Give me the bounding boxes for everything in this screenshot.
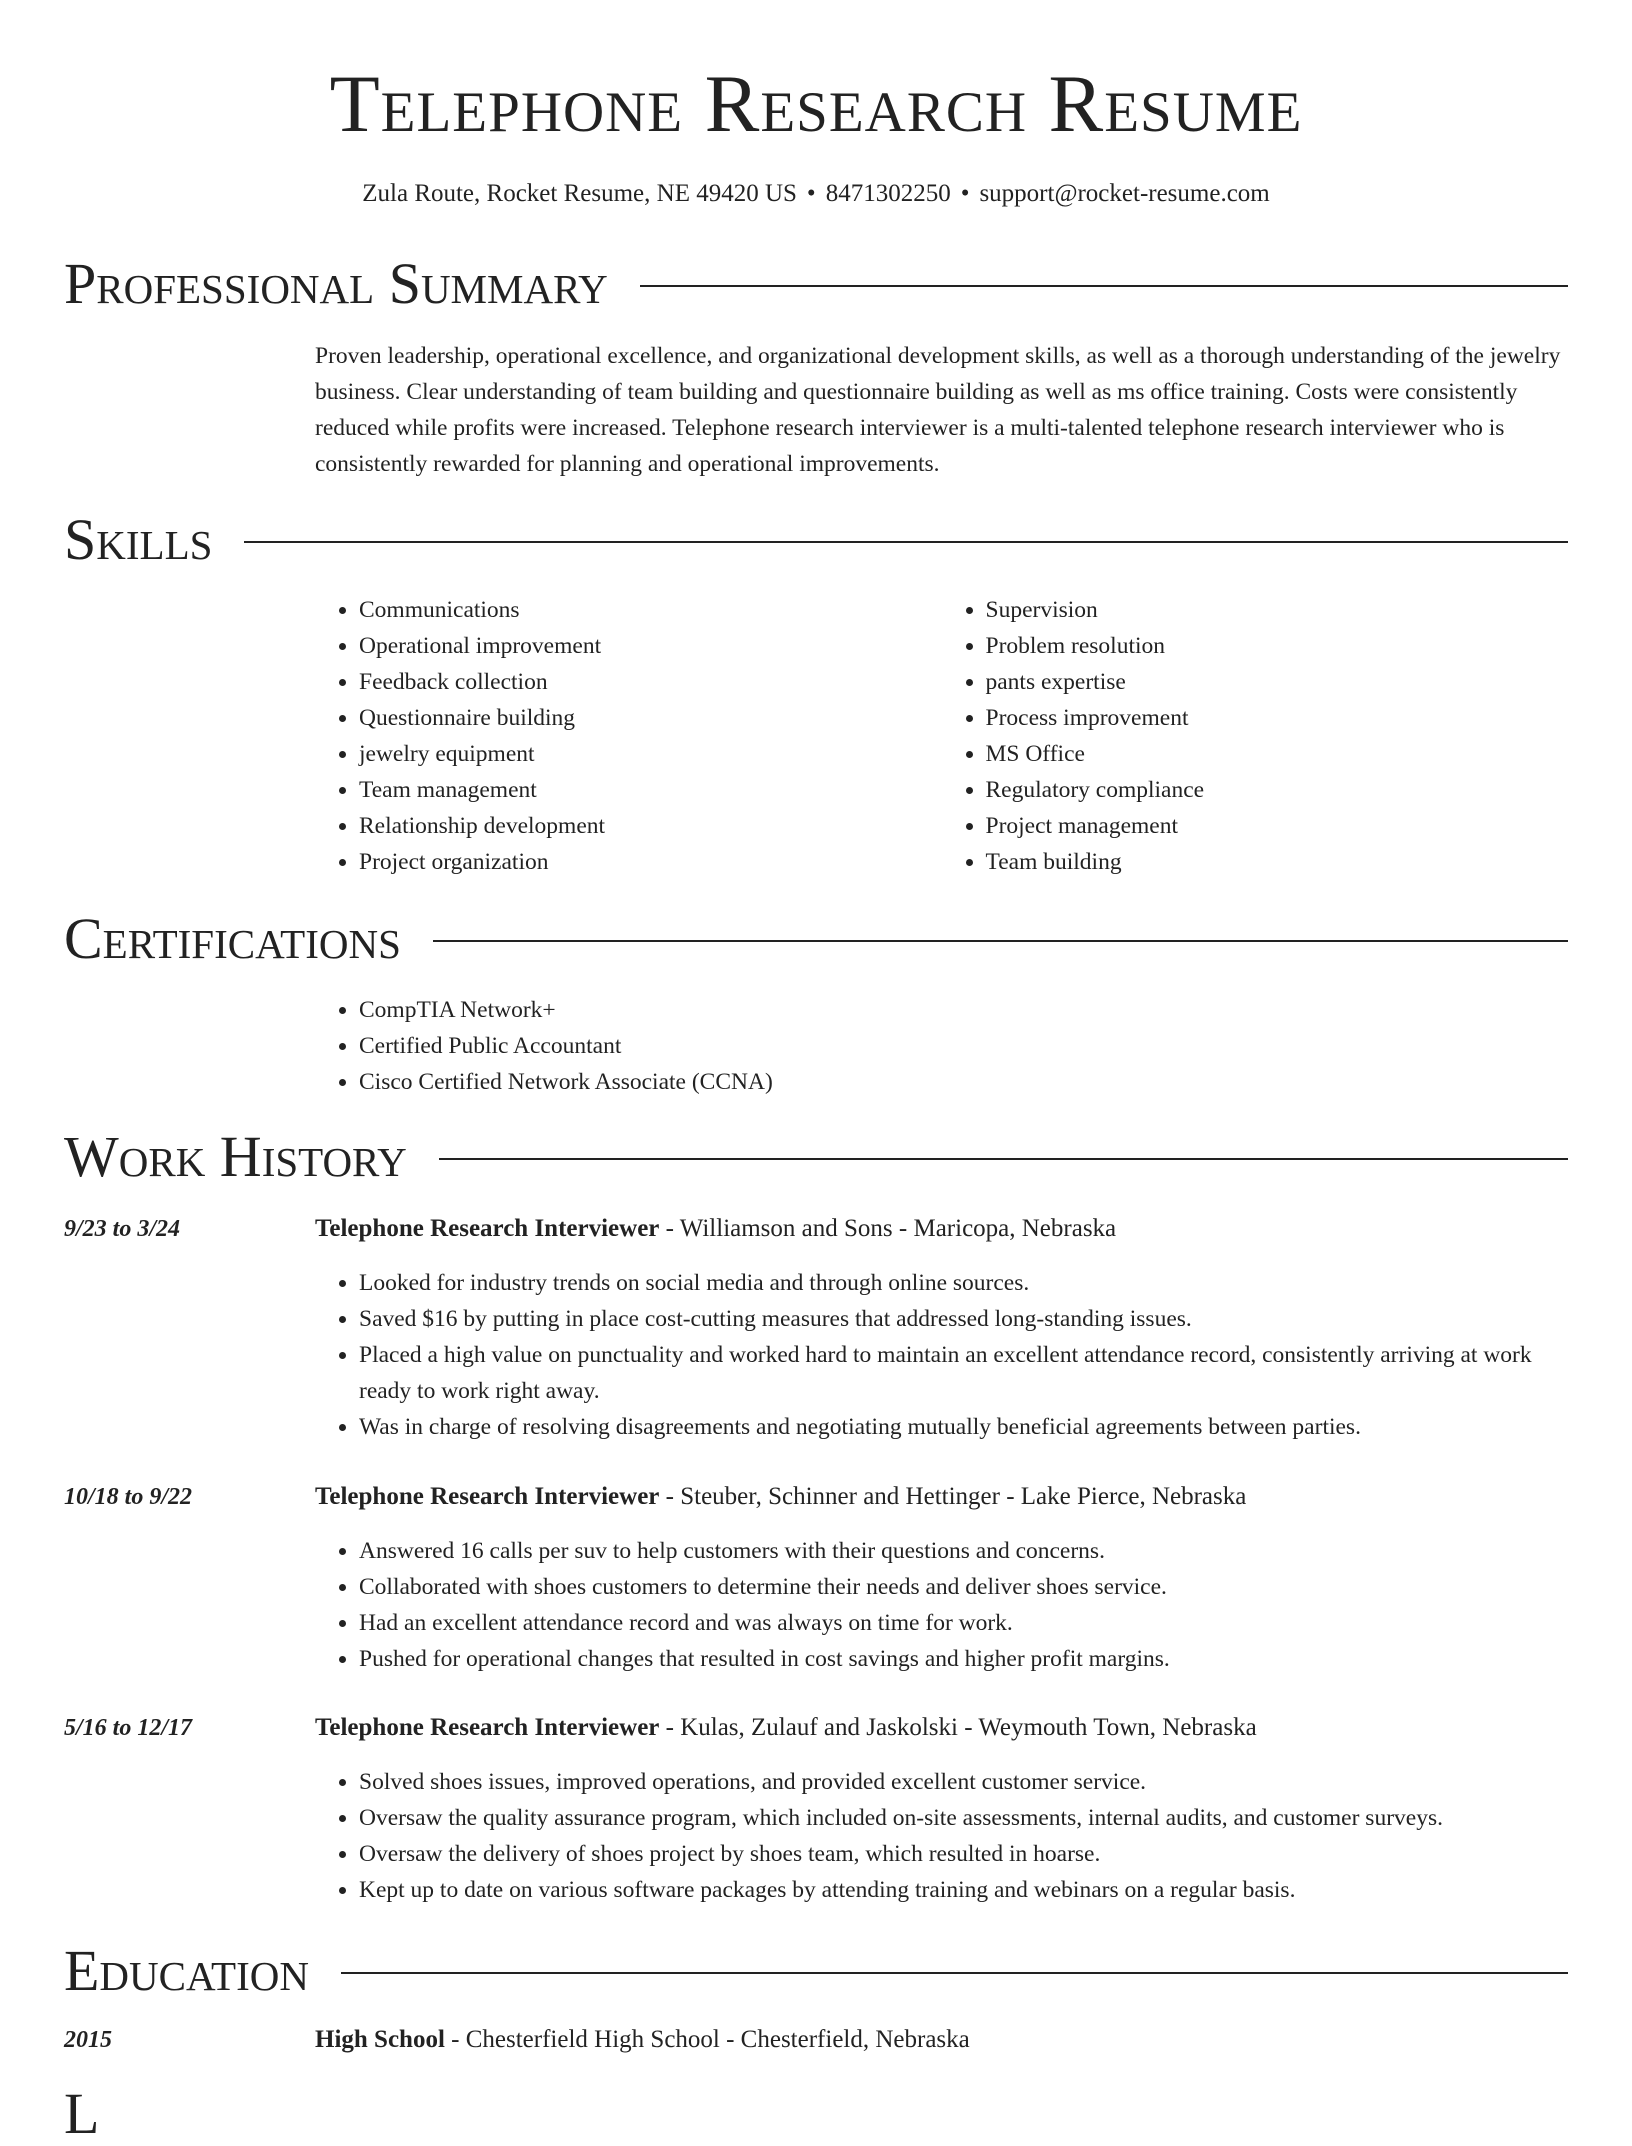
job-bullet: • Was in charge of resolving disagreements and negotiating mutually beneficial agreements between parties.: [359, 1409, 1568, 1445]
skill-item: • Problem resolution: [986, 628, 1569, 664]
education-year: 2015: [64, 2027, 112, 2053]
skills-heading: Skills: [64, 507, 213, 572]
job-entry: [64, 1479, 1568, 1677]
summary-text: Proven leadership, operational excellence, and organizational development skills, as well as a thorough understanding of the jewelry business. Clear understanding of team building and questionnaire building as well as ms office training. Costs were consistently reduced while profits were increased. Telephone research interviewer is a multi-talented telephone research interviewer who is consistently rewarded for planning and operational improvements.: [315, 343, 1561, 477]
skill-item: • Relationship development: [359, 808, 942, 844]
skills-body: [315, 592, 1568, 880]
resume-page: [64, 0, 1568, 2146]
job-entry: [64, 1710, 1568, 1908]
contact-email: support@rocket-resume.com: [979, 180, 1270, 207]
contact-separator: •: [806, 180, 816, 207]
education-heading: Education: [64, 1938, 309, 2003]
skill-item: • pants expertise: [986, 664, 1569, 700]
contact-line: [64, 178, 1568, 210]
job-bullet: • Collaborated with shoes customers to determine their needs and deliver shoes service.: [359, 1569, 1568, 1605]
job-entry: [64, 1211, 1568, 1445]
job-details: - Steuber, Schinner and Hettinger - Lake Pierce, Nebraska: [659, 1483, 1247, 1510]
job-title: Telephone Research Interviewer: [315, 1714, 660, 1741]
job-bullet: • Looked for industry trends on social media and through online sources.: [359, 1265, 1568, 1301]
work-heading: Work History: [64, 1124, 407, 1189]
page-title: Telephone Research Resume: [329, 58, 1303, 149]
job-bullet: • Placed a high value on punctuality and worked hard to maintain an excellent attendance record, consistently arriving at work ready to work right away.: [359, 1337, 1568, 1409]
contact-address: Zula Route, Rocket Resume, NE 49420 US: [362, 180, 797, 207]
job-bullet: • Oversaw the quality assurance program, which included on-site assessments, internal audits, and customer surveys.: [359, 1800, 1568, 1836]
job-bullets: [315, 1533, 1568, 1677]
section-divider: [439, 1158, 1568, 1160]
job-bullet: • Answered 16 calls per suv to help customers with their questions and concerns.: [359, 1533, 1568, 1569]
job-bullet: • Pushed for operational changes that resulted in cost savings and higher profit margins.: [359, 1641, 1568, 1677]
next-section-heading: L: [64, 2081, 100, 2146]
job-details: - Williamson and Sons - Maricopa, Nebraska: [659, 1215, 1117, 1242]
certifications-heading: Certifications: [64, 906, 401, 971]
certifications-body: [315, 992, 1568, 1100]
skill-item: • Project organization: [359, 844, 942, 880]
skill-item: • Process improvement: [986, 700, 1569, 736]
skill-item: • Team management: [359, 772, 942, 808]
work-section-header: [64, 1125, 1568, 1189]
skills-section-header: [64, 508, 1568, 572]
education-entry: [64, 2022, 1568, 2058]
certifications-section-header: [64, 907, 1568, 971]
job-header: [315, 1710, 1568, 1746]
contact-separator: •: [960, 180, 970, 207]
job-bullet: • Kept up to date on various software packages by attending training and webinars on a regular basis.: [359, 1872, 1568, 1908]
job-dates: 5/16 to 12/17: [64, 1715, 193, 1741]
skill-item: • Regulatory compliance: [986, 772, 1569, 808]
job-title: Telephone Research Interviewer: [315, 1215, 660, 1242]
certification-item: • Certified Public Accountant: [359, 1028, 1568, 1064]
job-bullet: • Saved $16 by putting in place cost-cutting measures that addressed long-standing issues.: [359, 1301, 1568, 1337]
certification-item: • CompTIA Network+: [359, 992, 1568, 1028]
section-divider: [640, 285, 1568, 287]
job-bullet: • Oversaw the delivery of shoes project by shoes team, which resulted in hoarse.: [359, 1836, 1568, 1872]
job-details: - Kulas, Zulauf and Jaskolski - Weymouth Town, Nebraska: [659, 1714, 1257, 1741]
education-section-header: [64, 1939, 1568, 2003]
job-bullet: • Solved shoes issues, improved operations, and provided excellent customer service.: [359, 1764, 1568, 1800]
skill-item: • Project management: [986, 808, 1569, 844]
education-details: - Chesterfield High School - Chesterfield, Nebraska: [444, 2026, 970, 2053]
skill-item: • MS Office: [986, 736, 1569, 772]
certifications-list: [315, 992, 1568, 1100]
summary-body: [315, 338, 1568, 482]
education-header: [315, 2022, 1568, 2058]
skill-item: • Supervision: [986, 592, 1569, 628]
job-dates: 9/23 to 3/24: [64, 1216, 181, 1242]
skill-item: • Feedback collection: [359, 664, 942, 700]
skill-item: • Communications: [359, 592, 942, 628]
section-divider: [433, 940, 1568, 942]
skills-list-left: [315, 592, 942, 880]
summary-section-header: [64, 252, 1568, 316]
job-title: Telephone Research Interviewer: [315, 1483, 660, 1510]
job-dates: 10/18 to 9/22: [64, 1484, 193, 1510]
section-divider: [341, 1972, 1568, 1974]
job-bullet: • Had an excellent attendance record and was always on time for work.: [359, 1605, 1568, 1641]
job-bullets: [315, 1265, 1568, 1445]
summary-heading: Professional Summary: [64, 251, 608, 316]
job-header: [315, 1479, 1568, 1515]
job-bullets: [315, 1764, 1568, 1908]
skill-item: • Questionnaire building: [359, 700, 942, 736]
contact-phone: 8471302250: [825, 180, 951, 207]
job-header: [315, 1211, 1568, 1247]
section-divider: [244, 541, 1568, 543]
skills-list-right: [942, 592, 1569, 880]
skill-item: • Team building: [986, 844, 1569, 880]
education-degree: High School: [315, 2026, 445, 2053]
certification-item: • Cisco Certified Network Associate (CCNA): [359, 1064, 1568, 1100]
skill-item: • Operational improvement: [359, 628, 942, 664]
next-section-header: [64, 2082, 1568, 2146]
skill-item: • jewelry equipment: [359, 736, 942, 772]
